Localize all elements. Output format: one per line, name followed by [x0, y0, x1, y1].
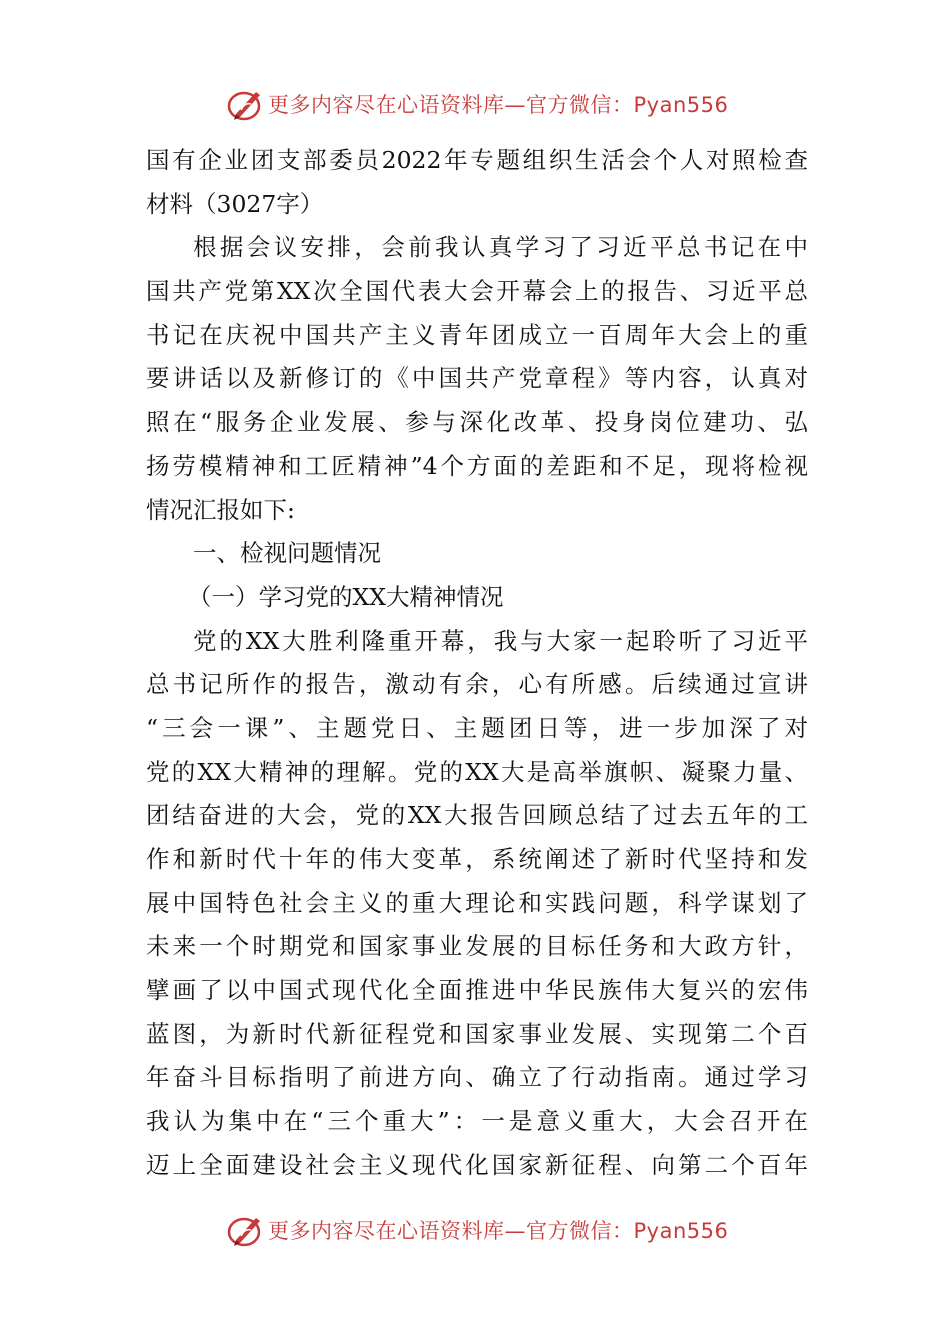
doc-title-line-2: 材料（3027字）	[146, 189, 324, 218]
paragraph-line: 展中国特色社会主义的重大理论和实践问题，科学谋划了	[146, 888, 808, 917]
paragraph-line: 未来一个时期党和国家事业发展的目标任务和大政方针，	[146, 932, 808, 961]
paragraph-line: 蓝图，为新时代新征程党和国家事业发展、实现第二个百	[146, 1019, 808, 1048]
paragraph-line: 作和新时代十年的伟大变革，系统阐述了新时代坚持和发	[146, 845, 808, 873]
pen-logo-icon	[226, 84, 266, 124]
watermark-text: 更多内容尽在心语资料库—官方微信：Pyan556	[268, 1219, 729, 1243]
paragraph-line: 年奋斗目标指明了前进方向、确立了行动指南。通过学习	[146, 1063, 808, 1092]
paragraph-line: 党的XX大精神的理解。党的XX大是高举旗帜、凝聚力量、	[146, 757, 808, 786]
pen-logo-icon	[226, 1210, 266, 1250]
footer-watermark-banner	[226, 1208, 746, 1252]
paragraph-line: 情况汇报如下:	[146, 495, 295, 524]
paragraph-line: “三会一课”、主题党日、主题团日等，进一步加深了对	[146, 713, 808, 742]
paragraph-line: 要讲话以及新修订的《中国共产党章程》等内容，认真对	[146, 364, 808, 393]
header-watermark-banner	[226, 82, 746, 126]
paragraph-line: 擘画了以中国式现代化全面推进中华民族伟大复兴的宏伟	[146, 976, 808, 1005]
paragraph-line: 照在“服务企业发展、参与深化改革、投身岗位建功、弘	[146, 408, 808, 437]
watermark-text: 更多内容尽在心语资料库—官方微信：Pyan556	[268, 93, 729, 117]
paragraph-line: 我认为集中在“三个重大”：一是意义重大，大会召开在	[146, 1107, 808, 1136]
section-heading: 一、检视问题情况	[193, 539, 381, 568]
paragraph-line: 根据会议安排，会前我认真学习了习近平总书记在中	[193, 233, 808, 262]
paragraph-line: 党的XX大胜利隆重开幕，我与大家一起聆听了习近平	[193, 626, 808, 655]
paragraph-line: 扬劳模精神和工匠精神”4个方面的差距和不足，现将检视	[146, 451, 808, 480]
paragraph-line: 书记在庆祝中国共产主义青年团成立一百周年大会上的重	[146, 320, 808, 349]
paragraph-line: 总书记所作的报告，激动有余，心有所感。后续通过宣讲	[146, 670, 808, 699]
doc-title-line-1: 国有企业团支部委员2022年专题组织生活会个人对照检查	[146, 146, 808, 174]
document-body	[146, 139, 808, 1188]
paragraph-line: 国共产党第XX次全国代表大会开幕会上的报告、习近平总	[146, 277, 808, 306]
paragraph-line: 团结奋进的大会，党的XX大报告回顾总结了过去五年的工	[146, 801, 808, 830]
paragraph-line: 迈上全面建设社会主义现代化国家新征程、向第二个百年	[146, 1150, 808, 1179]
subsection-heading: （一）学习党的XX大精神情况	[188, 582, 504, 611]
